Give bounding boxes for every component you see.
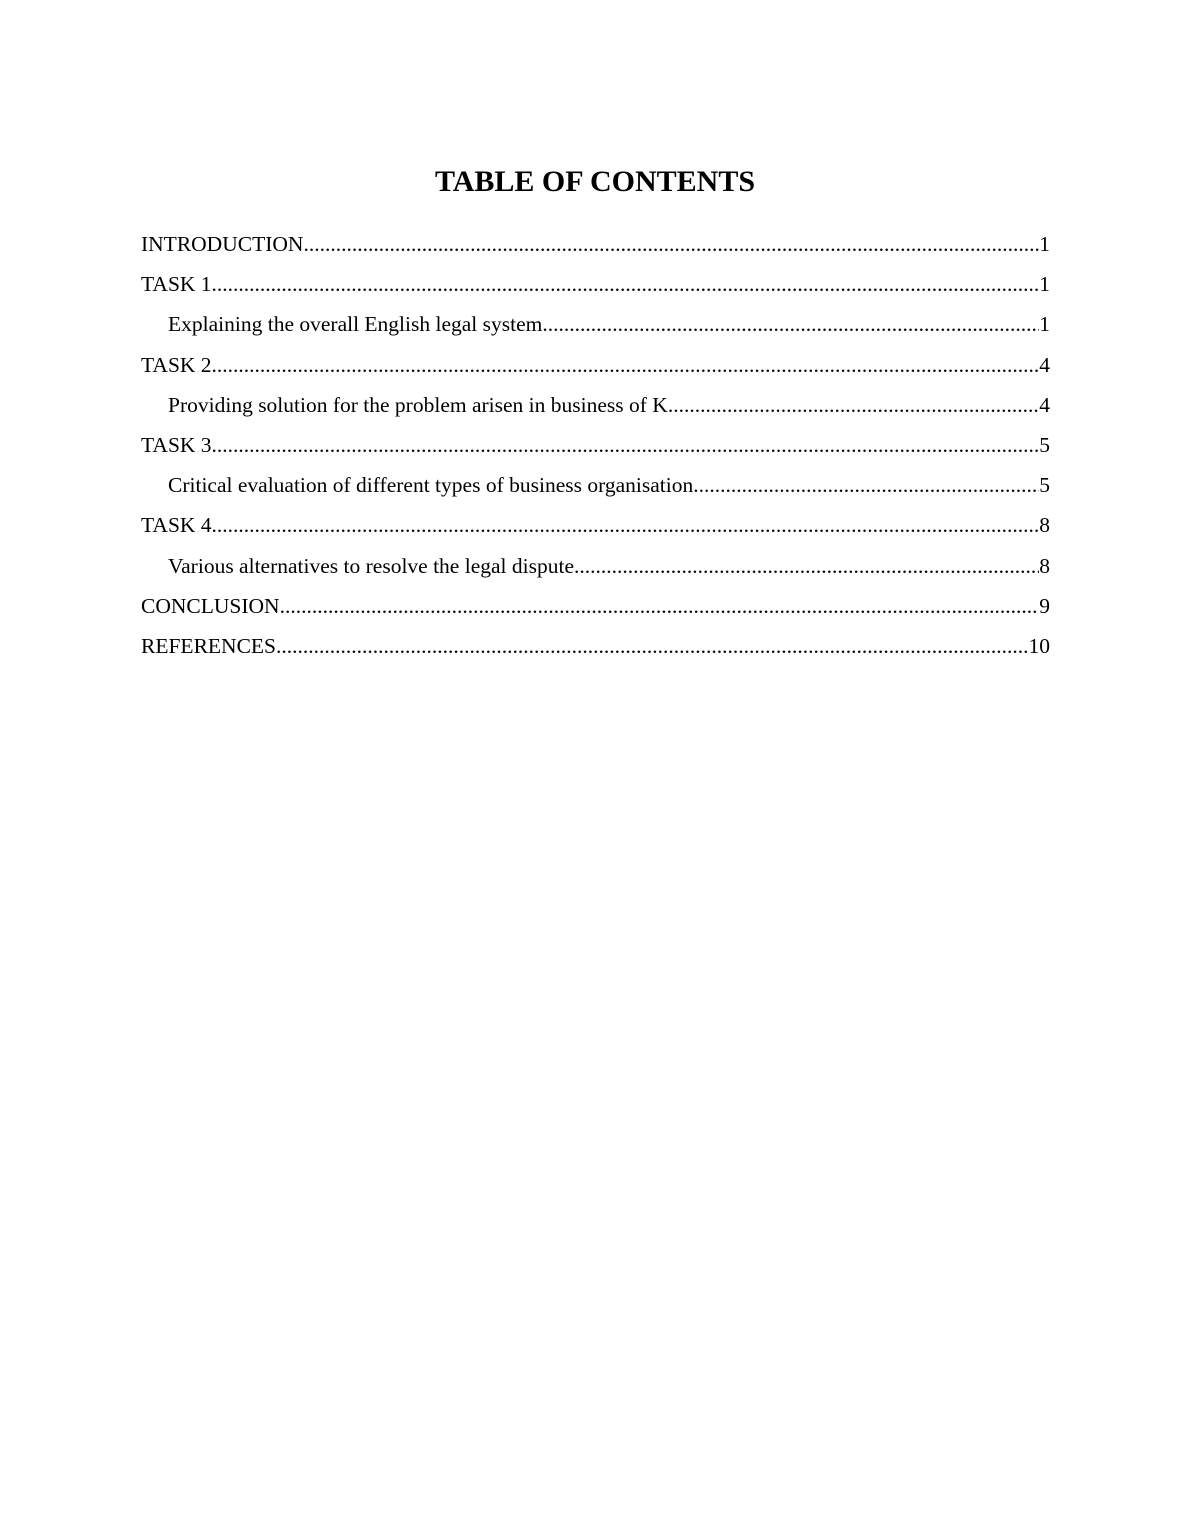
toc-page-number: 5 <box>1039 473 1050 498</box>
toc-entry-conclusion[interactable] <box>141 586 1050 626</box>
toc-page-number: 4 <box>1039 352 1050 377</box>
toc-title: TABLE OF CONTENTS <box>434 165 756 198</box>
toc-entry-task-1[interactable] <box>141 264 1050 304</box>
toc-list <box>141 224 1050 666</box>
toc-dot-leader <box>212 264 1040 304</box>
toc-entry-legal-dispute[interactable] <box>141 546 1050 586</box>
toc-dot-leader <box>212 345 1040 385</box>
toc-dot-leader <box>693 465 1039 505</box>
toc-page-number: 9 <box>1039 593 1050 618</box>
toc-entry-task-4[interactable] <box>141 505 1050 545</box>
toc-entry-label: TASK 4 <box>141 513 212 538</box>
toc-entry-task-3[interactable] <box>141 425 1050 465</box>
toc-entry-label: Various alternatives to resolve the legal dispute <box>168 553 574 578</box>
toc-entry-references[interactable] <box>141 626 1050 666</box>
toc-entry-label: CONCLUSION <box>141 593 280 618</box>
toc-page-number: 8 <box>1039 513 1050 538</box>
toc-dot-leader <box>303 224 1039 264</box>
toc-dot-leader <box>574 546 1039 586</box>
toc-dot-leader <box>280 586 1040 626</box>
toc-entry-label: TASK 3 <box>141 432 212 457</box>
toc-page-number: 1 <box>1039 312 1050 337</box>
toc-dot-leader <box>276 626 1029 666</box>
toc-entry-task-2[interactable] <box>141 345 1050 385</box>
toc-entry-problem-solution[interactable] <box>141 385 1050 425</box>
toc-dot-leader <box>668 385 1039 425</box>
toc-page-number: 5 <box>1039 432 1050 457</box>
toc-dot-leader <box>212 425 1040 465</box>
toc-entry-label: INTRODUCTION <box>141 232 304 256</box>
toc-page-number: 10 <box>1028 633 1050 658</box>
toc-entry-label: TASK 1 <box>141 272 212 297</box>
toc-page-number: 1 <box>1039 272 1050 297</box>
toc-entry-english-legal-system[interactable] <box>141 304 1050 344</box>
toc-entry-label: Critical evaluation of different types of business organisation <box>168 473 694 498</box>
toc-page-number: 4 <box>1039 392 1050 417</box>
toc-dot-leader <box>542 304 1039 344</box>
toc-page-number: 8 <box>1039 553 1050 578</box>
toc-entry-introduction[interactable] <box>141 224 1050 264</box>
toc-dot-leader <box>212 505 1040 545</box>
toc-entry-label: Providing solution for the problem arisen in business of K <box>168 392 668 417</box>
toc-entry-label: REFERENCES <box>141 633 276 658</box>
toc-entry-label: Explaining the overall English legal system <box>168 312 543 337</box>
toc-page-number: 1 <box>1039 232 1050 256</box>
toc-entry-business-organisation[interactable] <box>141 465 1050 505</box>
toc-entry-label: TASK 2 <box>141 352 212 377</box>
